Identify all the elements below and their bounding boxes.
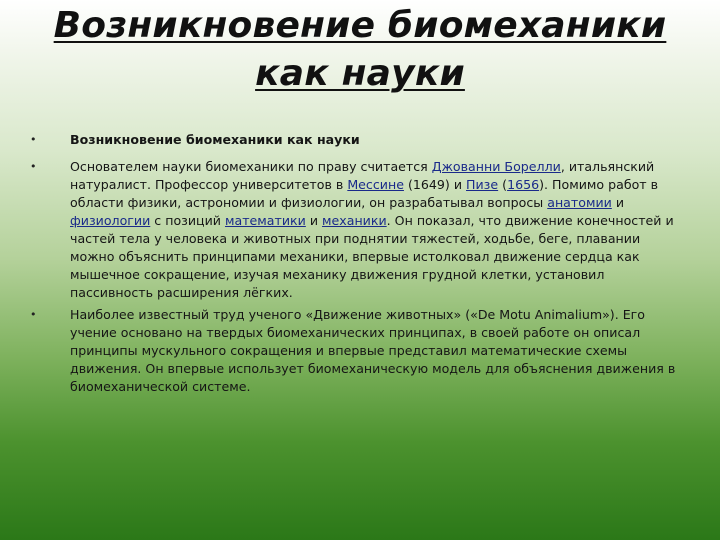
text-run: . Он показал, что движение конечностей и частей тела у человека и животных при поднятии тяжестей, ходьбе, беге, плавании можно объяснить принципами механики, впервые истолковал движение сердца как мышечное сокращение, изучая механику движения грудной клетки, установил пассивность расширения лёгких. <box>70 213 674 300</box>
bullet-icon: • <box>30 133 37 146</box>
slide-title: Возникновение биомеханики как науки <box>53 5 667 94</box>
text-run: с позиций <box>150 213 225 228</box>
link-messina[interactable]: Мессине <box>347 177 404 192</box>
text-run: (1649) и <box>403 177 467 192</box>
bullet-text-heading: Возникновение биомеханики как науки <box>70 132 360 147</box>
text-run: Основателем науки биомеханики по праву считается <box>70 159 432 174</box>
slide-content <box>30 131 685 396</box>
bullet-item <box>30 131 685 149</box>
bullet-item <box>30 306 685 396</box>
bullet-text-borelli <box>70 158 685 302</box>
bullet-icon: • <box>30 160 37 173</box>
link-mathematics[interactable]: математики <box>224 213 306 228</box>
link-1656[interactable]: 1656 <box>507 177 540 192</box>
text-run: ( <box>498 177 508 192</box>
link-physiology[interactable]: физиологии <box>70 213 151 228</box>
bullet-icon: • <box>30 308 37 321</box>
text-run: , итальянский натуралист. Профессор университетов в <box>70 159 655 192</box>
link-pisa[interactable]: Пизе <box>466 177 499 192</box>
text-run: и <box>611 195 625 210</box>
link-borelli[interactable]: Джованни Борелли <box>431 159 561 174</box>
link-anatomy[interactable]: анатомии <box>547 195 612 210</box>
bullet-item <box>30 158 685 302</box>
bullet-text-de-motu: Наиболее известный труд ученого «Движение животных» («De Motu Animalium»). Его учение основано на твердых биомеханических принципах, в своей работе он описал принципы мускульного сокращения и впервые представил математические схемы движения. Он впервые использует биомеханическую модель для объяснения движения в биомеханической системе. <box>70 307 676 394</box>
text-run: и <box>305 213 323 228</box>
text-run: ). Помимо работ в области физики, астрономии и физиологии, он разрабатывал вопросы <box>70 177 659 210</box>
link-mechanics[interactable]: механики <box>322 213 387 228</box>
